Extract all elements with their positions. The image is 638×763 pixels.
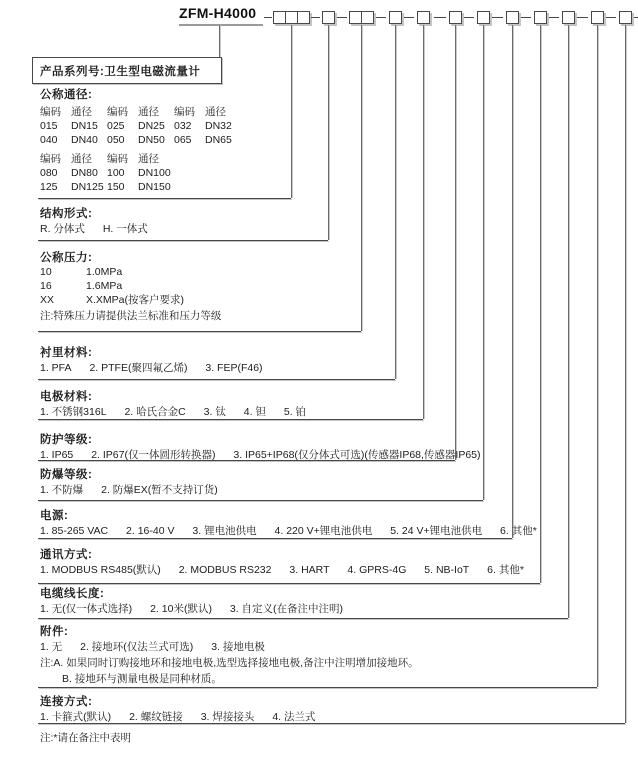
value: X.XMPa(按客户要求) (86, 294, 185, 306)
cell: 015 (40, 120, 58, 132)
dash-connector (577, 17, 588, 18)
section-rule-comm (38, 583, 540, 584)
option: 3. 自定义(在备注中注明) (229, 603, 344, 615)
dash-connector (634, 17, 638, 18)
option-row (40, 279, 221, 293)
option: 2. 接地环(仅法兰式可选) (80, 641, 194, 653)
dash-connector (434, 17, 446, 18)
code: 16 (40, 280, 52, 292)
section-pressure (40, 251, 221, 323)
section-protection (40, 433, 496, 462)
col-header: 通径 (71, 106, 92, 118)
section-rule-accessory (38, 687, 597, 688)
section-rule-electrode (38, 419, 423, 420)
option: 2. 哈氏合金C (124, 406, 186, 418)
connector-connection (625, 25, 626, 723)
col-header: 编码 (107, 153, 128, 165)
section-power (40, 509, 552, 538)
section-lining (40, 346, 278, 375)
col-header: 通径 (138, 153, 159, 165)
section-title: 防护等级: (40, 434, 93, 446)
code-boxes-pressure (349, 11, 374, 24)
option: 2. 防爆EX(暂不支持订货) (101, 484, 218, 496)
section-cable (40, 587, 358, 616)
dash-connector (404, 17, 414, 18)
code-box (418, 12, 429, 23)
cell: DN50 (138, 134, 165, 146)
cell: 050 (107, 134, 125, 146)
col-header: 编码 (40, 106, 61, 118)
cell: 100 (107, 167, 125, 179)
footer-note: 注:*请在备注中表明 (40, 732, 132, 744)
option: 1. 85-265 VAC (40, 525, 109, 537)
code-boxes-connection (619, 11, 632, 24)
connector-cable (568, 25, 569, 618)
code: 10 (40, 266, 52, 278)
dash-connector (606, 17, 616, 18)
code-box (297, 12, 309, 23)
table-row (40, 180, 241, 194)
cell: DN25 (138, 120, 165, 132)
section-title: 结构形式: (40, 208, 93, 220)
option: 2. 16-40 V (126, 525, 175, 537)
cell: DN65 (205, 134, 232, 146)
col-header: 编码 (174, 106, 195, 118)
code-box (274, 12, 285, 23)
option: 4. 法兰式 (272, 711, 316, 723)
section-title: 连接方式: (40, 696, 93, 708)
option: 3. HART (289, 564, 330, 576)
option: 5. 铂 (283, 406, 307, 418)
section-rule-lining (38, 379, 395, 380)
option: 2. 10米(默认) (150, 603, 212, 615)
section-connection (40, 695, 331, 724)
section-rule-structure (38, 240, 328, 241)
option: 5. NB-IoT (424, 564, 470, 576)
cell: 080 (40, 167, 58, 179)
code-box (285, 12, 297, 23)
cell: DN125 (71, 181, 104, 193)
connector-protection (455, 25, 456, 460)
section-explosion (40, 468, 233, 497)
section-title: 通讯方式: (40, 549, 93, 561)
model-code-underline (179, 24, 263, 26)
section-title: 公称通径: (40, 89, 93, 101)
option: 2. MODBUS RS232 (178, 564, 272, 576)
section-comm (40, 548, 539, 577)
code-box (350, 12, 361, 23)
code-boxes-cable (562, 11, 575, 24)
section-note: 注:A. 如果同时订购接地环和接地电极,选型选择接地电极,备注中注明增加接地环。 (40, 657, 419, 669)
option: 3. FEP(F46) (205, 362, 263, 374)
code-box (592, 12, 603, 23)
table-header-row (40, 152, 241, 166)
option: 6. 其他* (487, 564, 524, 576)
code-boxes-lining (389, 11, 402, 24)
code-boxes-accessory (591, 11, 604, 24)
option: 6. 其他* (500, 525, 537, 537)
section-note: B. 接地环与测量电极是同种材质。 (62, 673, 222, 685)
connector-explosion (483, 25, 484, 500)
section-title: 电缆线长度: (40, 588, 105, 600)
table-row (40, 166, 241, 180)
option: 1. PFA (40, 362, 72, 374)
code-box (620, 12, 631, 23)
connector-accessory (597, 25, 598, 687)
col-header: 通径 (71, 153, 92, 165)
cell: 040 (40, 134, 58, 146)
connector-power (512, 25, 513, 538)
option: 1. 不锈钢316L (40, 406, 107, 418)
section-title: 电极材料: (40, 391, 93, 403)
option: H. 一体式 (102, 223, 148, 235)
option: 2. PTFE(聚四氟乙烯) (89, 362, 188, 374)
section-structure (40, 207, 163, 236)
value: 1.0MPa (86, 266, 123, 278)
option: 1. 不防爆 (40, 484, 84, 496)
section-electrode (40, 390, 321, 419)
col-header: 通径 (205, 106, 226, 118)
code-boxes-structure (322, 11, 335, 24)
section-note: 注:特殊压力请提供法兰标准和压力等级 (40, 310, 222, 322)
table-row (40, 119, 241, 133)
code-boxes-electrode (417, 11, 430, 24)
code-box (563, 12, 574, 23)
cell: DN15 (71, 120, 98, 132)
section-rule-explosion (38, 500, 483, 501)
code-box (507, 12, 518, 23)
connector-comm (540, 25, 541, 583)
col-header: 编码 (107, 106, 128, 118)
section-title: 附件: (40, 626, 69, 638)
option: 3. 焊接接头 (200, 711, 255, 723)
section-title: 衬里材料: (40, 347, 93, 359)
option: 3. 接地电极 (211, 641, 265, 653)
cell: DN100 (138, 167, 171, 179)
section-diameter (40, 88, 241, 194)
series-title: 产品系列号:卫生型电磁流量计 (40, 66, 201, 78)
option: 4. 钽 (243, 406, 266, 418)
option: 1. MODBUS RS485(默认) (40, 564, 161, 576)
connector-pressure (361, 25, 362, 331)
cell: 065 (174, 134, 192, 146)
connector-lining (395, 25, 396, 379)
dash-connector (376, 17, 386, 18)
option: 5. 24 V+锂电池供电 (390, 525, 483, 537)
connector-diameter (291, 25, 292, 198)
code-box (450, 12, 461, 23)
diameter-table-a (40, 105, 241, 194)
option: 3. IP65+IP68(仅分体式可选)(传感器IP68,传感器IP65) (233, 449, 481, 461)
cell: DN80 (71, 167, 98, 179)
option: 4. 220 V+锂电池供电 (274, 525, 373, 537)
section-title: 电源: (40, 510, 69, 522)
dash-connector (337, 17, 347, 18)
connector-electrode (423, 25, 424, 419)
col-header: 编码 (40, 153, 61, 165)
code-box (478, 12, 489, 23)
dash-connector (264, 17, 272, 18)
option-row (40, 265, 221, 279)
dash-connector (492, 17, 503, 18)
cell: 025 (107, 120, 125, 132)
code-boxes-comm (534, 11, 547, 24)
code-boxes-power (506, 11, 519, 24)
option: 1. IP65 (40, 449, 74, 461)
option: R. 分体式 (40, 223, 85, 235)
section-rule-pressure (38, 331, 361, 332)
option: 2. 螺纹链接 (129, 711, 183, 723)
section-rule-diameter (38, 198, 291, 199)
dash-connector (311, 17, 320, 18)
option: 3. 锂电池供电 (192, 525, 257, 537)
value: 1.6MPa (86, 280, 123, 292)
table-row (40, 133, 241, 147)
section-title: 防爆等级: (40, 469, 93, 481)
code-box (361, 12, 373, 23)
cell: 032 (174, 120, 192, 132)
section-accessory (40, 625, 419, 686)
option: 2. IP67(仅一体圆形转换器) (91, 449, 216, 461)
section-title: 公称压力: (40, 252, 93, 264)
code-boxes-diameter (273, 11, 310, 24)
connector-structure (328, 25, 329, 240)
cell: DN150 (138, 181, 171, 193)
dash-connector (549, 17, 559, 18)
model-code-label: ZFM-H4000 (179, 5, 257, 21)
section-rule-power (38, 538, 512, 539)
option: 1. 无 (40, 641, 63, 653)
section-rule-cable (38, 618, 568, 619)
series-title-box (32, 57, 222, 84)
option: 1. 无(仅一体式选择) (40, 603, 133, 615)
cell: 125 (40, 181, 58, 193)
code-boxes-protection (449, 11, 462, 24)
code-boxes-explosion (477, 11, 490, 24)
code: XX (40, 294, 55, 306)
option: 4. GPRS-4G (347, 564, 407, 576)
dash-connector (521, 17, 531, 18)
code-box (390, 12, 401, 23)
option: 1. 卡箍式(默认) (40, 711, 112, 723)
code-box (323, 12, 334, 23)
cell: DN40 (71, 134, 98, 146)
option-row (40, 293, 221, 307)
connector-series (219, 25, 220, 57)
option: 3. 钛 (203, 406, 226, 418)
cell: 150 (107, 181, 125, 193)
cell: DN32 (205, 120, 232, 132)
table-header-row (40, 105, 241, 119)
code-box (535, 12, 546, 23)
col-header: 通径 (138, 106, 159, 118)
dash-connector (464, 17, 474, 18)
